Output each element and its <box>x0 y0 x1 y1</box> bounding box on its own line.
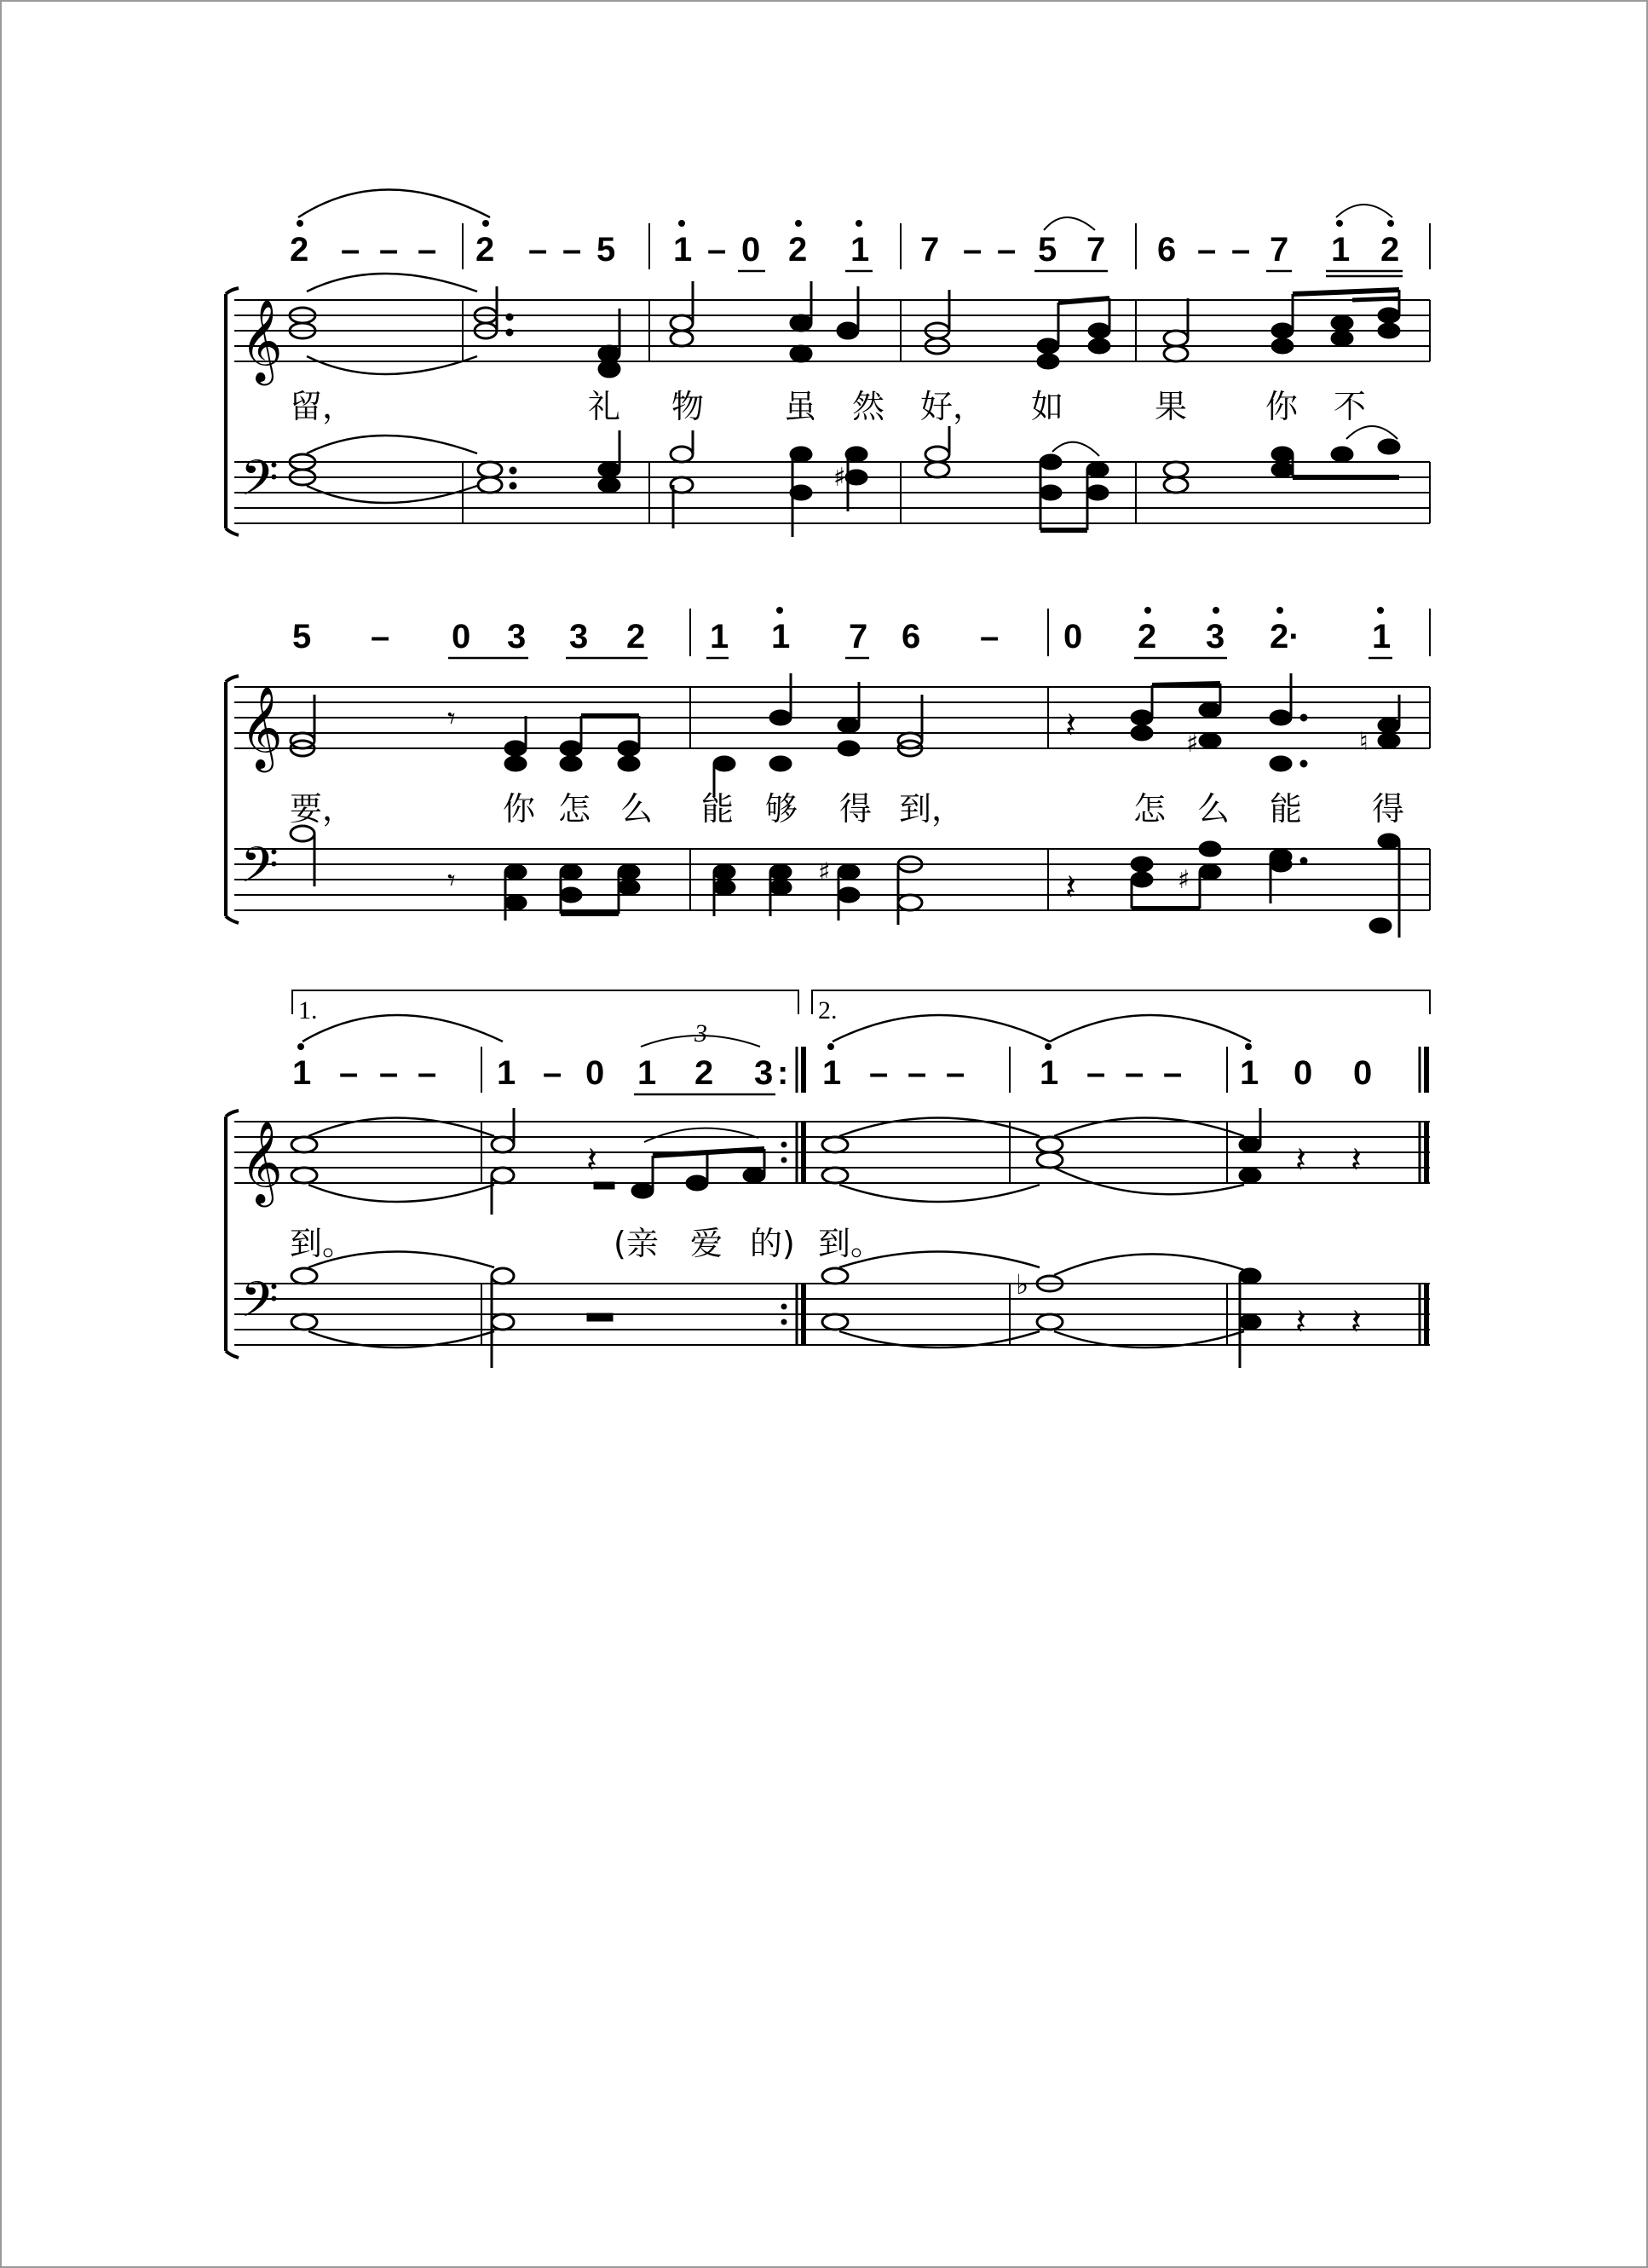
jianpu-note: – <box>869 1054 889 1092</box>
ending-2-label: 2. <box>818 996 838 1024</box>
jianpu-note: : <box>777 1054 789 1092</box>
jianpu-note: 2 <box>694 1054 714 1092</box>
jianpu-note: 1 <box>1372 618 1392 655</box>
lyric: 果 <box>1155 388 1188 425</box>
svg-text:♯: ♯ <box>833 463 846 493</box>
bass-clef-icon: 𝄢 <box>240 836 279 906</box>
svg-text:𝄾: 𝄾 <box>447 701 456 736</box>
jianpu-note: – <box>1197 231 1217 268</box>
svg-text:𝄽: 𝄽 <box>1351 1139 1362 1180</box>
jianpu-note: – <box>379 1054 399 1092</box>
lyric: 你 <box>503 790 536 828</box>
lyric: 礼 <box>588 388 621 425</box>
lyric: (亲 <box>614 1225 659 1262</box>
lyric: 怎 <box>1133 790 1167 828</box>
jianpu-note: 5 <box>596 231 616 268</box>
jianpu-note: 6 <box>1157 231 1177 268</box>
svg-text:𝄽: 𝄽 <box>1351 1301 1362 1342</box>
jianpu-note: – <box>371 618 390 655</box>
jianpu-note: 1 <box>850 231 870 268</box>
jianpu-note: 0 <box>1063 618 1083 655</box>
svg-text:𝄽: 𝄽 <box>586 1139 597 1180</box>
jianpu-note: 7 <box>1270 231 1289 268</box>
svg-text:♭: ♭ <box>1016 1268 1029 1301</box>
jianpu-note: – <box>418 1054 437 1092</box>
svg-text:𝄽: 𝄽 <box>1295 1139 1306 1180</box>
lyric: 到。 <box>290 1225 355 1262</box>
jianpu-note: 1 <box>1331 231 1351 268</box>
jianpu-note: – <box>339 1054 359 1092</box>
jianpu-note: 2 <box>290 231 309 268</box>
lyric: 爱 <box>690 1225 723 1262</box>
jianpu-note: 0 <box>1294 1054 1313 1092</box>
lyric: 到， <box>899 790 965 828</box>
lyric: 然 <box>852 388 885 425</box>
jianpu-note: – <box>1231 231 1251 268</box>
svg-text:♯: ♯ <box>1186 729 1199 759</box>
lyric: 得 <box>1372 790 1405 828</box>
triplet-mark: 3 <box>694 1019 707 1047</box>
jianpu-note: 1 <box>673 231 693 268</box>
lyric: 留， <box>290 388 355 425</box>
jianpu-note: 1 <box>1040 1054 1059 1092</box>
jianpu-note: – <box>543 1054 562 1092</box>
jianpu-note: 7 <box>1086 231 1106 268</box>
lyric: 够 <box>765 790 798 828</box>
svg-text:𝄽: 𝄽 <box>1295 1301 1306 1342</box>
lyric: 好， <box>920 388 986 425</box>
jianpu-note: – <box>963 231 982 268</box>
lyric: 么 <box>620 790 654 828</box>
jianpu-note: 0 <box>452 618 471 655</box>
jianpu-note: 2 <box>1138 618 1157 655</box>
jianpu-note: 2 <box>1380 231 1400 268</box>
jianpu-note: 1 <box>497 1054 516 1092</box>
lyric: 的) <box>750 1225 795 1262</box>
jianpu-note: 2 <box>475 231 495 268</box>
lyric: 么 <box>1197 790 1230 828</box>
jianpu-note: 3 <box>569 618 589 655</box>
jianpu-note: – <box>980 618 1000 655</box>
jianpu-note: 1 <box>292 1054 312 1092</box>
jianpu-note: – <box>528 231 548 268</box>
bass-clef-icon: 𝄢 <box>240 1271 279 1341</box>
jianpu-note: 0 <box>741 231 761 268</box>
lyric: 如 <box>1031 388 1064 425</box>
svg-text:𝄾: 𝄾 <box>447 863 456 898</box>
lyric: 你 <box>1265 388 1299 425</box>
jianpu-note: 2· <box>1270 618 1300 655</box>
jianpu-note: 0 <box>1353 1054 1373 1092</box>
jianpu-note: – <box>707 231 727 268</box>
svg-text:♯: ♯ <box>1178 865 1190 895</box>
lyric: 到。 <box>818 1225 884 1262</box>
jianpu-note: 7 <box>920 231 940 268</box>
lyric: 怎 <box>558 790 591 828</box>
ending-1-label: 1. <box>298 996 318 1024</box>
jianpu-note: 1 <box>710 618 729 655</box>
jianpu-note: 5 <box>1038 231 1057 268</box>
jianpu-note: 1 <box>1240 1054 1259 1092</box>
jianpu-note: – <box>562 231 582 268</box>
jianpu-note: – <box>379 231 399 268</box>
jianpu-note: – <box>1086 1054 1106 1092</box>
lyric: 物 <box>671 388 705 425</box>
bass-clef-icon: 𝄢 <box>240 449 279 519</box>
lyric: 得 <box>839 790 873 828</box>
treble-clef-icon: 𝄞 <box>240 685 283 769</box>
jianpu-note: – <box>341 231 360 268</box>
jianpu-note: – <box>997 231 1017 268</box>
lyric: 不 <box>1334 388 1367 425</box>
jianpu-note: 3 <box>507 618 527 655</box>
jianpu-note: 0 <box>585 1054 605 1092</box>
jianpu-note: 2 <box>788 231 808 268</box>
jianpu-note: 1 <box>771 618 791 655</box>
jianpu-note: – <box>1125 1054 1144 1092</box>
lyric: 要， <box>290 790 355 828</box>
jianpu-note: 2 <box>626 618 646 655</box>
jianpu-note: – <box>1163 1054 1183 1092</box>
jianpu-note: – <box>946 1054 965 1092</box>
jianpu-note: 3 <box>754 1054 774 1092</box>
jianpu-note: – <box>908 1054 927 1092</box>
jianpu-note: 1 <box>637 1054 657 1092</box>
treble-clef-icon: 𝄞 <box>240 298 283 382</box>
svg-text:𝄽: 𝄽 <box>1065 704 1076 746</box>
jianpu-note: 1 <box>822 1054 842 1092</box>
jianpu-note: 5 <box>292 618 312 655</box>
jianpu-note: 7 <box>849 618 868 655</box>
jianpu-note: – <box>418 231 437 268</box>
lyric: 虽 <box>784 388 817 425</box>
lyric: 能 <box>701 790 735 828</box>
lyric: 能 <box>1270 790 1303 828</box>
jianpu-note: 6 <box>902 618 921 655</box>
svg-text:♯: ♯ <box>818 857 831 887</box>
svg-text:♮: ♮ <box>1359 727 1369 757</box>
jianpu-note: 3 <box>1206 618 1225 655</box>
treble-clef-icon: 𝄞 <box>240 1120 283 1203</box>
svg-text:𝄽: 𝄽 <box>1065 866 1076 908</box>
